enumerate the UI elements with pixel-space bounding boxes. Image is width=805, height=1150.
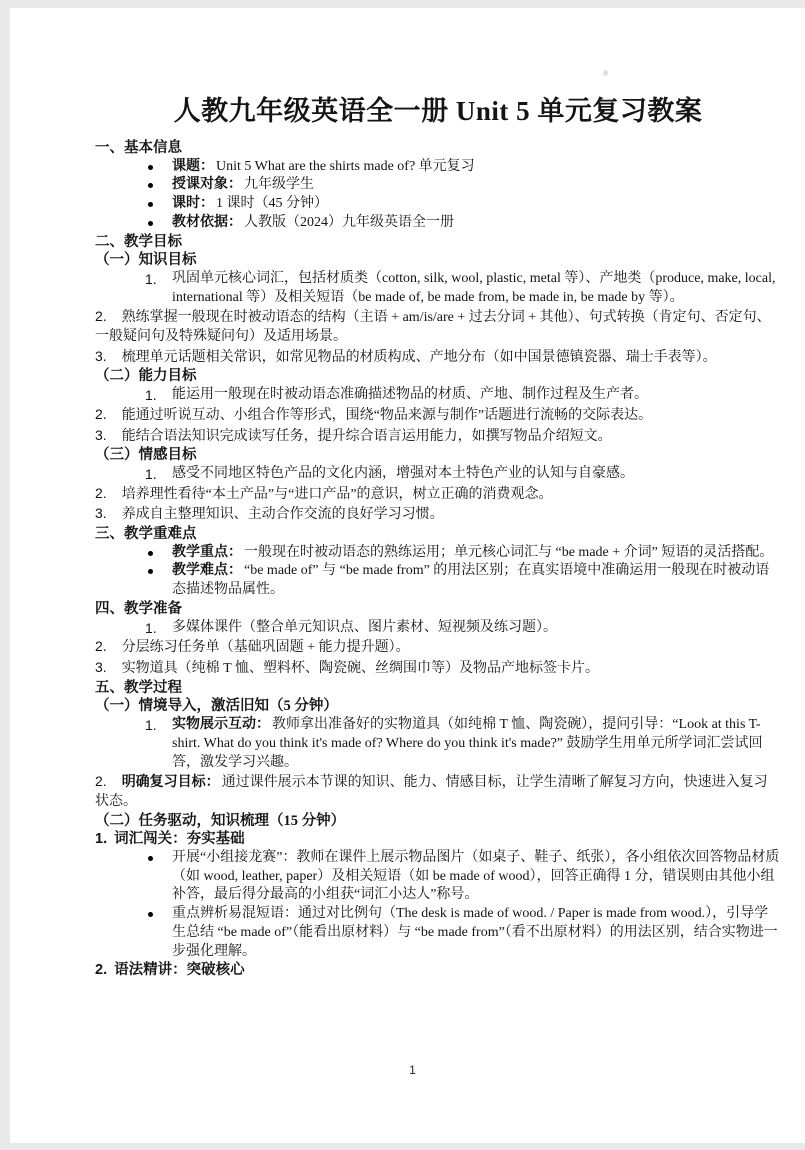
item-text: 三、教学重难点: [95, 526, 197, 543]
item-marker: 2.: [95, 773, 107, 790]
bullet-icon: [148, 856, 153, 861]
section-heading: [95, 139, 781, 158]
page-edge-left: [0, 0, 10, 1150]
item-text: 1 课时（45 分钟）: [216, 196, 328, 212]
item-marker: 1.: [145, 270, 157, 287]
section-heading: [95, 679, 781, 698]
item-marker: 1.: [145, 387, 157, 404]
item-marker: 2.: [95, 484, 107, 501]
document-body: [95, 139, 781, 980]
page-title: 人教九年级英语全一册 Unit 5 单元复习教案: [173, 96, 703, 126]
bullet-icon: [148, 202, 153, 207]
item-text: 一、基本信息: [95, 140, 182, 156]
item-label: 明确复习目标：: [121, 775, 220, 791]
item-text: 九年级学生: [244, 177, 314, 193]
bullet-icon: [148, 912, 153, 917]
item-text: （一）情境导入，激活旧知（5 分钟）: [95, 698, 338, 715]
item-marker: 1.: [145, 619, 157, 636]
item-text: 梳理单元话题相关常识，如常见物品的材质构成、产地分布（如中国景德镇瓷器、瑞士手表等）。: [121, 349, 717, 365]
bullet-icon: [148, 569, 153, 574]
section-heading: [95, 367, 781, 386]
item-marker: 2.: [95, 308, 107, 325]
item-marker: 1.: [95, 831, 108, 848]
item-marker: 3.: [95, 347, 107, 364]
bullet-item: [95, 849, 781, 905]
item-text: 二、教学目标: [95, 233, 182, 250]
item-marker: 3.: [95, 658, 107, 675]
section-heading: [95, 600, 781, 619]
paragraph: [95, 484, 781, 505]
paragraph: [95, 504, 781, 525]
paragraph: [95, 772, 781, 811]
page-edge-bottom: [0, 1143, 805, 1150]
bold-subheading: [95, 830, 781, 849]
section-heading: [95, 525, 781, 544]
item-text: Unit 5 What are the shirts made of? 单元复习: [216, 158, 475, 174]
item-marker: 1.: [145, 717, 157, 734]
item-text: 熟练掌握一般现在时被动语态的结构（主语 + am/is/are + 过去分词 + 其他）、句式转换（肯定句、否定句、一般疑问句及特殊疑问句）及适用场景。: [95, 310, 771, 345]
bullet-icon: [148, 551, 153, 556]
item-text: （二）能力目标: [95, 368, 197, 385]
item-text: 多媒体课件（整合单元知识点、图片素材、短视频及练习题）。: [172, 619, 557, 635]
item-text: 一般现在时被动语态的熟练运用；单元核心词汇与 “be made + 介词” 短语的灵活搭配。: [244, 544, 774, 560]
paragraph: [95, 405, 781, 426]
item-text: （三）情感目标: [95, 447, 197, 464]
item-text: 开展“小组接龙赛”：教师在课件上展示物品图片（如桌子、鞋子、纸张），各小组依次回答物品材质（如 wood, leather, paper）及相关短语（如 be made of wood），回答正确得 1 分，错误则由其他小组补答，最后得分最高的小组获“词汇小达人”称号。: [172, 850, 780, 903]
item-text: 能结合语法知识完成读写任务，提升综合语言运用能力，如撰写物品介绍短文。: [121, 428, 612, 444]
item-label: 教学难点：: [172, 563, 242, 579]
item-text: 语法精讲：突破核心: [114, 962, 245, 979]
item-text: 五、教学过程: [95, 679, 182, 696]
section-heading: [95, 446, 781, 465]
item-text: 巩固单元核心词汇，包括材质类（cotton, silk, wool, plastic, metal 等）、产地类（produce, make, local, international 等）及相关短语（be made of, be made from, be made in, be made by 等）。: [172, 270, 776, 305]
numbered-item: [95, 386, 781, 405]
item-text: 人教版（2024）九年级英语全一册: [244, 214, 454, 230]
paragraph: [95, 658, 781, 679]
item-text: （二）任务驱动，知识梳理（15 分钟）: [95, 812, 346, 829]
item-text: 通过课件展示本节课的知识、能力、情感目标，让学生清晰了解复习方向，快速进入复习状态。: [95, 775, 768, 809]
bullet-item: [95, 214, 781, 233]
paragraph: [95, 637, 781, 658]
bullet-icon: [148, 183, 153, 188]
item-text: 分层练习任务单（基础巩固题 + 能力提升题）。: [121, 640, 410, 656]
section-heading: [95, 697, 781, 716]
item-label: 授课对象：: [172, 177, 242, 193]
item-text: 培养理性看待“本土产品”与“进口产品”的意识，树立正确的消费观念。: [121, 486, 553, 502]
item-marker: 3.: [95, 505, 107, 522]
bullet-item: [95, 544, 781, 563]
item-text: 养成自主整理知识、主动合作交流的良好学习习惯。: [121, 507, 444, 523]
item-text: “be made of” 与 “be made from” 的用法区别；在真实语境中准确运用一般现在时被动语态描述物品属性。: [172, 563, 770, 598]
section-heading: [95, 251, 781, 270]
bullet-icon: [148, 221, 153, 226]
bullet-item: [95, 562, 781, 599]
numbered-item: [95, 465, 781, 484]
item-label: 教学重点：: [172, 544, 242, 560]
bullet-icon: [148, 165, 153, 170]
item-text: 重点辨析易混短语：通过对比例句（The desk is made of wood. / Paper is made from wood.），引导学生总结 “be made of”（能看出原材料）与 “be made from”（看不出原材料）的用法区别，结合实物进一步强化理解。: [172, 906, 778, 959]
item-label: 课时：: [172, 196, 214, 212]
paragraph: [95, 307, 781, 346]
item-text: 能运用一般现在时被动语态准确描述物品的材质、产地、制作过程及生产者。: [172, 387, 648, 403]
item-marker: 2.: [95, 638, 107, 655]
item-text: 能通过听说互动、小组合作等形式，围绕“物品来源与制作”话题进行流畅的交际表达。: [121, 407, 653, 423]
bullet-item: [95, 905, 781, 961]
bullet-item: [95, 176, 781, 195]
numbered-item: [95, 270, 781, 307]
item-label: 实物展示互动：: [172, 717, 270, 733]
paragraph: [95, 347, 781, 368]
numbered-item: [95, 716, 781, 772]
item-text: 实物道具（纯棉 T 恤、塑料杯、陶瓷碗、丝绸围巾等）及物品产地标签卡片。: [121, 660, 599, 676]
bullet-item: [95, 195, 781, 214]
document-page: [10, 8, 805, 1143]
item-marker: 3.: [95, 426, 107, 443]
bold-subheading: [95, 961, 781, 980]
item-text: 词汇闯关：夯实基础: [114, 831, 245, 848]
page-number: 1: [409, 1063, 416, 1077]
paragraph: [95, 426, 781, 447]
item-text: 四、教学准备: [95, 600, 182, 617]
scan-smudge-artifact: [603, 70, 608, 76]
section-heading: [95, 233, 781, 252]
page-edge-top: [0, 0, 805, 8]
item-text: （一）知识目标: [95, 252, 197, 269]
item-label: 教材依据：: [172, 214, 242, 230]
item-text: 感受不同地区特色产品的文化内涵，增强对本土特色产业的认知与自豪感。: [172, 465, 634, 481]
item-label: 课题：: [172, 158, 214, 174]
item-marker: 2.: [95, 962, 108, 979]
item-text: 教师拿出准备好的实物道具（如纯棉 T 恤、陶瓷碗），提问引导：“Look at this T-shirt. What do you think it's made of? Where do you think it's made?” 鼓励学生用单元所学词汇尝试回答，激发学习兴趣。: [172, 717, 763, 770]
document-content: [95, 94, 781, 980]
item-marker: 2.: [95, 405, 107, 422]
item-marker: 1.: [145, 465, 157, 482]
numbered-item: [95, 619, 781, 638]
bullet-item: [95, 158, 781, 177]
section-heading: [95, 812, 781, 831]
